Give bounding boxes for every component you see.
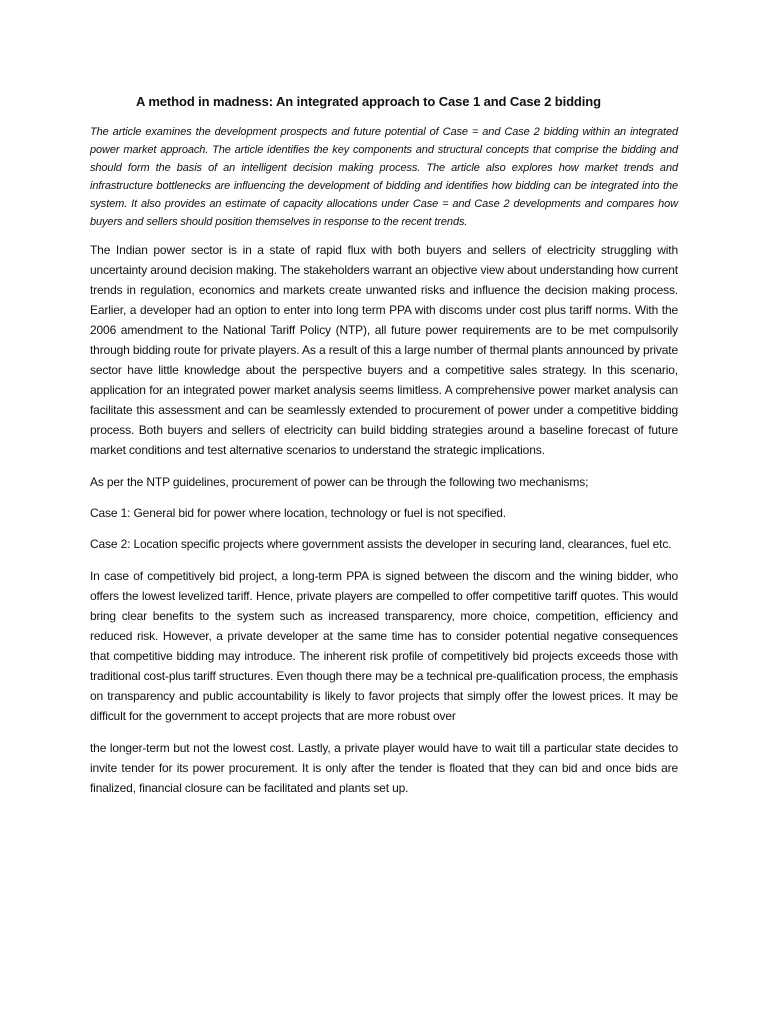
paragraph-case-1: Case 1: General bid for power where location, technology or fuel is not specified.: [90, 506, 506, 520]
paragraph-ntp-guidelines: As per the NTP guidelines, procurement of power can be through the following two mechanisms;: [90, 475, 589, 489]
paragraph-competitive-bidding: In case of competitively bid project, a long-term PPA is signed between the discom and the wining bidder, who offers the lowest levelized tariff. Hence, private players are compelled to offer competitive tariff quotes. This would bring clear benefits to the system such as increased transparency, more choice, competition, efficiency and reduced risk. However, a private developer at the same time has to consider potential negative consequences that competitive bidding may introduce. The inherent risk profile of competitively bid projects exceeds those with traditional cost-plus tariff structures. Even though there may be a technical pre-qualification process, the emphasis on transparency and public accountability is likely to favor projects that simply offer the lowest prices. It may be difficult for the government to accept projects that are more robust over: [90, 569, 678, 723]
document-title: A method in madness: An integrated approach to Case 1 and Case 2 bidding: [136, 94, 601, 109]
paragraph-intro: The Indian power sector is in a state of rapid flux with both buyers and sellers of electricity struggling with uncertainty around decision making. The stakeholders warrant an objective view about understanding how current trends in regulation, economics and markets create unwanted risks and influence the decision making process. Earlier, a developer had an option to enter into long term PPA with discoms under cost plus tariff norms. With the 2006 amendment to the National Tariff Policy (NTP), all future power requirements are to be met compulsorily through bidding route for private players. As a result of this a large number of thermal plants announced by private sector have little knowledge about the perspective buyers and a competitive sales strategy. In this scenario, application for an integrated power market analysis seems limitless. A comprehensive power market analysis can facilitate this assessment and can be seamlessly extended to procurement of power under a competitive bidding process. Both buyers and sellers of electricity can build bidding strategies around a baseline forecast of future market conditions and test alternative scenarios to understand the strategic implications.: [90, 243, 678, 457]
paragraph-case-2: Case 2: Location specific projects where government assists the developer in securing land, clearances, fuel etc.: [90, 537, 672, 551]
paragraph-longer-term: the longer-term but not the lowest cost. Lastly, a private player would have to wait till a particular state decides to invite tender for its power procurement. It is only after the tender is floated that they can bid and once bids are finalized, financial closure can be facilitated and plants set up.: [90, 741, 678, 795]
document-body: [90, 93, 678, 810]
abstract: The article examines the development prospects and future potential of Case = and Case 2 bidding within an integrated power market approach. The article identifies the key components and structural concepts that comprise the bidding and should form the basis of an intelligent decision making process. The article also explores how market trends and infrastructure bottlenecks are influencing the development of bidding and identifies how bidding can be integrated into the system. It also provides an estimate of capacity allocations under Case = and Case 2 developments and compares how buyers and sellers should position themselves in response to the recent trends.: [90, 126, 678, 228]
